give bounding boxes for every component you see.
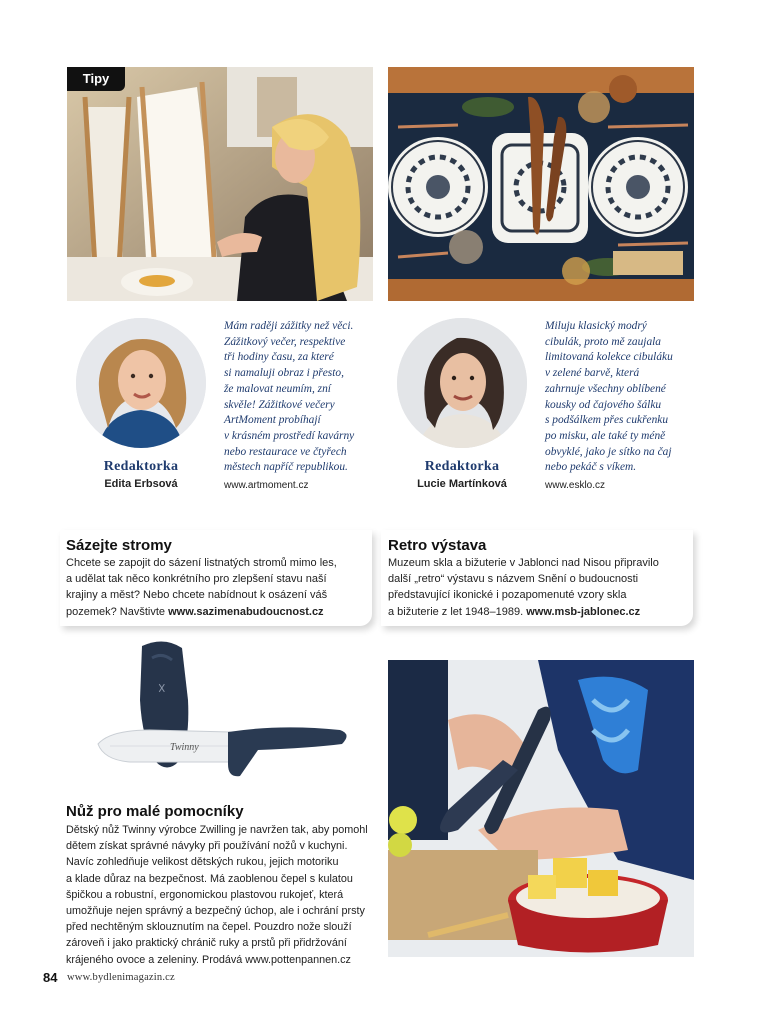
retro-body: Muzeum skla a bižuterie v Jablonci nad Nisou připravilo další „retro“ výstavu s názvem Snění o budoucnosti představující ikonické i pozapomenuté vzory skla a bižuterie z let 1948–1989. xyxy=(388,557,659,618)
trees-body: Chcete se zapojit do sázení listnatých stromů mimo les, a udělat tak něco konkrétního pro zlepšení stavu naší krajiny a měst? Nebo chcete nabídnout k osázení váš pozemek? Navštivte xyxy=(66,557,337,618)
editor-role-1: Redaktorka xyxy=(103,459,179,474)
table-setting-photo xyxy=(388,67,694,301)
footer-site[interactable]: www.bydlenimagazin.cz xyxy=(67,972,175,983)
editor-name-1: Edita Erbsová xyxy=(104,478,178,490)
svg-text:𐌗: 𐌗 xyxy=(158,683,166,695)
editor-role-2: Redaktorka xyxy=(424,459,500,474)
retro-title: Retro výstava xyxy=(388,537,487,554)
editor-link-1[interactable]: www.artmoment.cz xyxy=(224,480,309,491)
child-cutting-photo xyxy=(388,660,694,957)
knife-brand-text: Twinny xyxy=(170,742,199,753)
editor-name-2: Lucie Martínková xyxy=(417,478,507,490)
editor-avatar-edita xyxy=(76,318,206,448)
knife-text: Dětský nůž Twinny výrobce Zwilling je navržen tak, aby pomohl dětem získat správné návyky při používání nožů v kuchyni. Navíc zohledňuje velikost dětských rukou, jejich motoriku a klade důraz na bezpečnost. Má zaoblenou čepel s kulatou špičkou a robustní, ergonomickou plastovou rukojeť, která umožňuje nejen správný a bezpečný úchop, ale i ochrání prsty před nechtěným sklouznutím na čepel. Pouzdro nože slouží zároveň i jako praktický chránič ruky a prstů při přidržování krájeného ovoce a zeleniny. Prodává www.pottenpannen.cz xyxy=(66,824,368,966)
trees-text xyxy=(66,555,372,620)
editor-link-2[interactable]: www.esklo.cz xyxy=(545,480,606,491)
section-tag: Tipy xyxy=(67,67,125,91)
trees-link[interactable]: www.sazimenabudoucnost.cz xyxy=(168,605,324,618)
trees-title: Sázejte stromy xyxy=(66,537,172,554)
page-number: 84 xyxy=(43,970,58,985)
editor-quote-1: Mám raději zážitky než věci. Zážitkový večer, respektive tři hodiny času, za které si namaluji obraz i přesto, že malovat neumím, zní skvěle! Zážitkové večery ArtMoment probíhají v krásném prostředí kavárny nebo restaurace ve čtyřech městech napříč republikou. xyxy=(224,320,355,474)
painting-class-photo xyxy=(67,67,373,301)
editor-quote-2: Miluju klasický modrý cibulák, proto mě zaujala limitovaná kolekce cibuláku v zelené barvě, která zahrnuje všechny oblíbené kousky od čajového šálku s podšálkem přes cukřenku po misku, ale také ty méně obvyklé, jako je sítko na čaj nebo pekáč s víkem. xyxy=(545,320,673,474)
knife-title: Nůž pro malé pomocníky xyxy=(66,803,244,820)
knife-product-image xyxy=(90,640,360,790)
retro-text xyxy=(388,555,694,620)
retro-link[interactable]: www.msb-jablonec.cz xyxy=(526,605,641,618)
editor-avatar-lucie xyxy=(397,318,527,448)
